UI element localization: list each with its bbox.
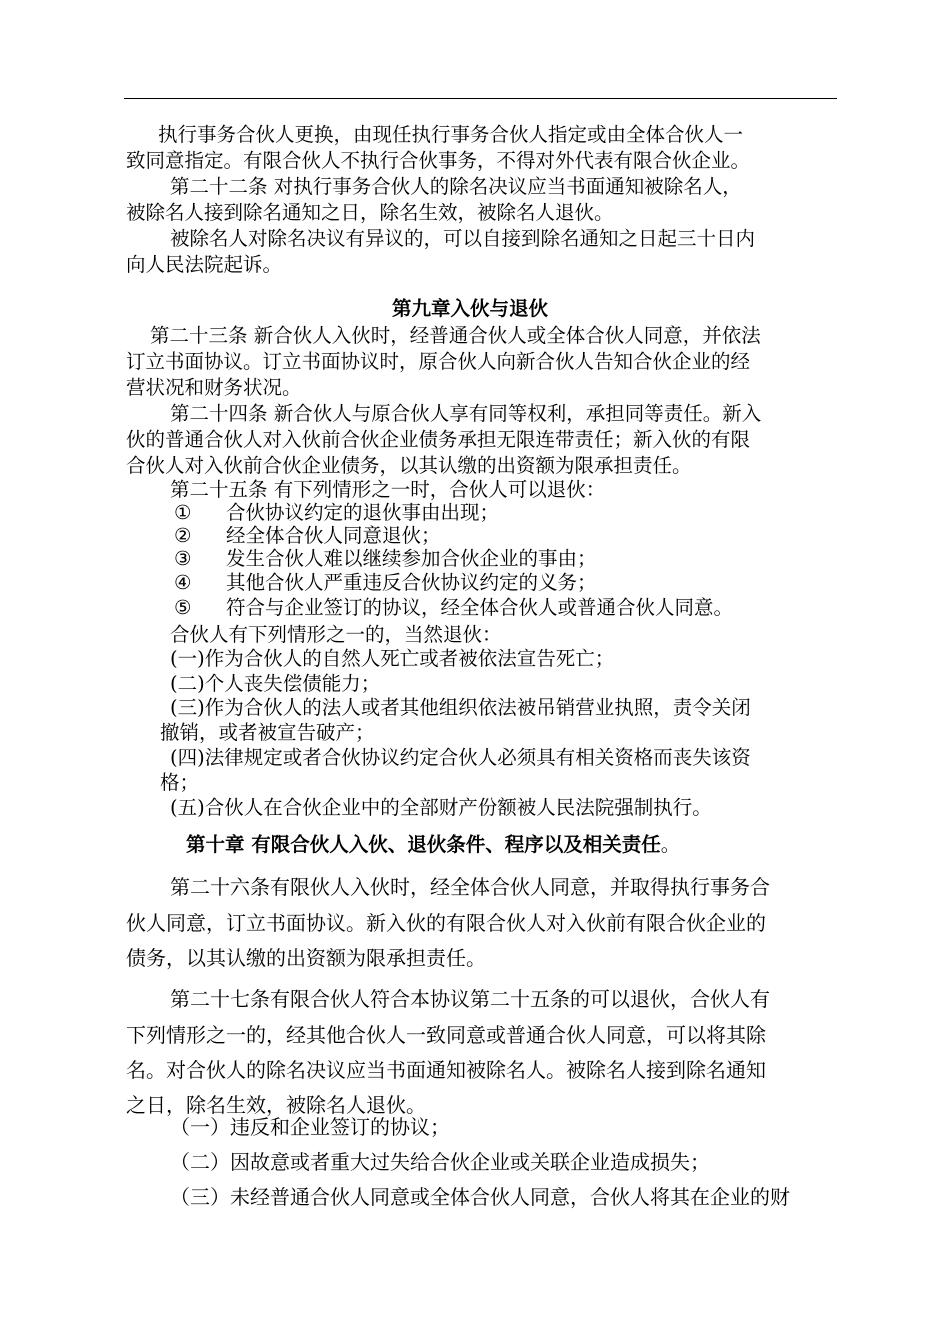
exit-item — [174, 525, 441, 547]
chapter9-line-6: 合伙人对入伙前合伙企业债务，以其认缴的出资额为限承担责任。 — [126, 454, 692, 477]
exit-item — [174, 572, 597, 594]
exit-item — [174, 597, 733, 619]
chapter9-line-4: 第二十四条 新合伙人与原合伙人享有同等权利，承担同等责任。新入 — [170, 402, 762, 425]
header-rule — [124, 98, 837, 99]
chapter10-line-2: 伙人同意，订立书面协议。新入伙的有限合伙人对入伙前有限合伙企业的 — [126, 911, 766, 935]
chapter9-line-7: 第二十五条 有下列情形之一时，合伙人可以退伙： — [170, 478, 606, 501]
intro-line-6: 向人民法院起诉。 — [126, 253, 283, 276]
exit-item-number: ⑤ — [174, 596, 192, 619]
chapter10-line-7: 之日，除名生效，被除名人退伙。 — [126, 1093, 426, 1117]
chapter10-line-4: 第二十七条有限合伙人符合本协议第二十五条的可以退伙，合伙人有 — [170, 987, 770, 1011]
chapter10-line-3: 债务，以其认缴的出资额为限承担责任。 — [126, 946, 486, 970]
chapter9-line-1: 第二十三条 新合伙人入伙时，经普通合伙人或全体合伙人同意，并依法 — [150, 324, 761, 347]
exit-item-text: 合伙协议约定的退伙事由出现； — [226, 501, 500, 524]
automatic-line-4: (三)作为合伙人的法人或者其他组织依法被吊销营业执照，责令关闭 — [170, 696, 751, 719]
automatic-line-5: 撤销，或者被宣告破产； — [160, 721, 375, 744]
chapter10-line-6: 名。对合伙人的除名决议应当书面通知被除名人。被除名人接到除名通知 — [126, 1058, 766, 1082]
intro-line-2: 致同意指定。有限合伙人不执行合伙事务，不得对外代表有限合伙企业。 — [126, 149, 751, 172]
chapter10-line-1: 第二十六条有限伙人入伙时，经全体合伙人同意，并取得执行事务合 — [170, 875, 770, 899]
chapter9-title: 第九章入伙与退伙 — [392, 297, 549, 320]
automatic-line-8: (五)合伙人在合伙企业中的全部财产份额被人民法院强制执行。 — [170, 796, 712, 819]
exit-item-text: 发生合伙人难以继续参加合伙企业的事由； — [226, 547, 597, 570]
exit-item-number: ② — [174, 524, 192, 547]
exit-item-number: ① — [174, 501, 192, 524]
exit-item-text: 经全体合伙人同意退伙； — [226, 524, 441, 547]
chapter10-title-tail: 。 — [660, 833, 681, 856]
chapter9-line-2: 订立书面协议。订立书面协议时，原合伙人向新合伙人告知合伙企业的经 — [126, 350, 751, 373]
intro-line-4: 被除名人接到除名通知之日，除名生效，被除名人退伙。 — [126, 201, 614, 224]
exit-item — [174, 502, 499, 524]
exit-item-number: ④ — [174, 571, 192, 594]
chapter10-line-8: （一）违反和企业签订的协议； — [170, 1115, 450, 1139]
automatic-line-1: 合伙人有下列情形之一的，当然退伙： — [170, 623, 502, 646]
chapter10-line-10: （三）未经普通合伙人同意或全体合伙人同意，合伙人将其在企业的财 — [170, 1185, 790, 1209]
automatic-line-3: (二)个人丧失偿债能力； — [170, 672, 381, 695]
automatic-line-6: (四)法律规定或者合伙协议约定合伙人必须具有相关资格而丧失该资 — [170, 746, 751, 769]
automatic-line-7: 格； — [160, 771, 200, 794]
exit-item — [174, 548, 597, 570]
exit-item-number: ③ — [174, 547, 192, 570]
intro-line-1: 执行事务合伙人更换，由现任执行事务合伙人指定或由全体合伙人一 — [158, 123, 744, 146]
chapter10-line-9: （二）因故意或者重大过失给合伙企业或关联企业造成损失； — [170, 1150, 710, 1174]
intro-line-5: 被除名人对除名决议有异议的，可以自接到除名通知之日起三十日内 — [170, 227, 756, 250]
chapter10-title-line — [186, 834, 680, 856]
automatic-line-2: (一)作为合伙人的自然人死亡或者被依法宣告死亡； — [170, 647, 615, 670]
exit-item-text: 其他合伙人严重违反合伙协议约定的义务； — [226, 571, 597, 594]
chapter10-line-5: 下列情形之一的，经其他合伙人一致同意或普通合伙人同意，可以将其除 — [126, 1023, 766, 1047]
chapter9-line-3: 营状况和财务状况。 — [126, 376, 302, 399]
chapter10-title: 第十章 有限合伙人入伙、退伙条件、程序以及相关责任 — [186, 833, 661, 856]
chapter9-line-5: 伙的普通合伙人对入伙前合伙企业债务承担无限连带责任；新入伙的有限 — [126, 428, 751, 451]
exit-item-text: 符合与企业签订的协议，经全体合伙人或普通合伙人同意。 — [226, 596, 734, 619]
intro-line-3: 第二十二条 对执行事务合伙人的除名决议应当书面通知被除名人， — [170, 175, 742, 198]
